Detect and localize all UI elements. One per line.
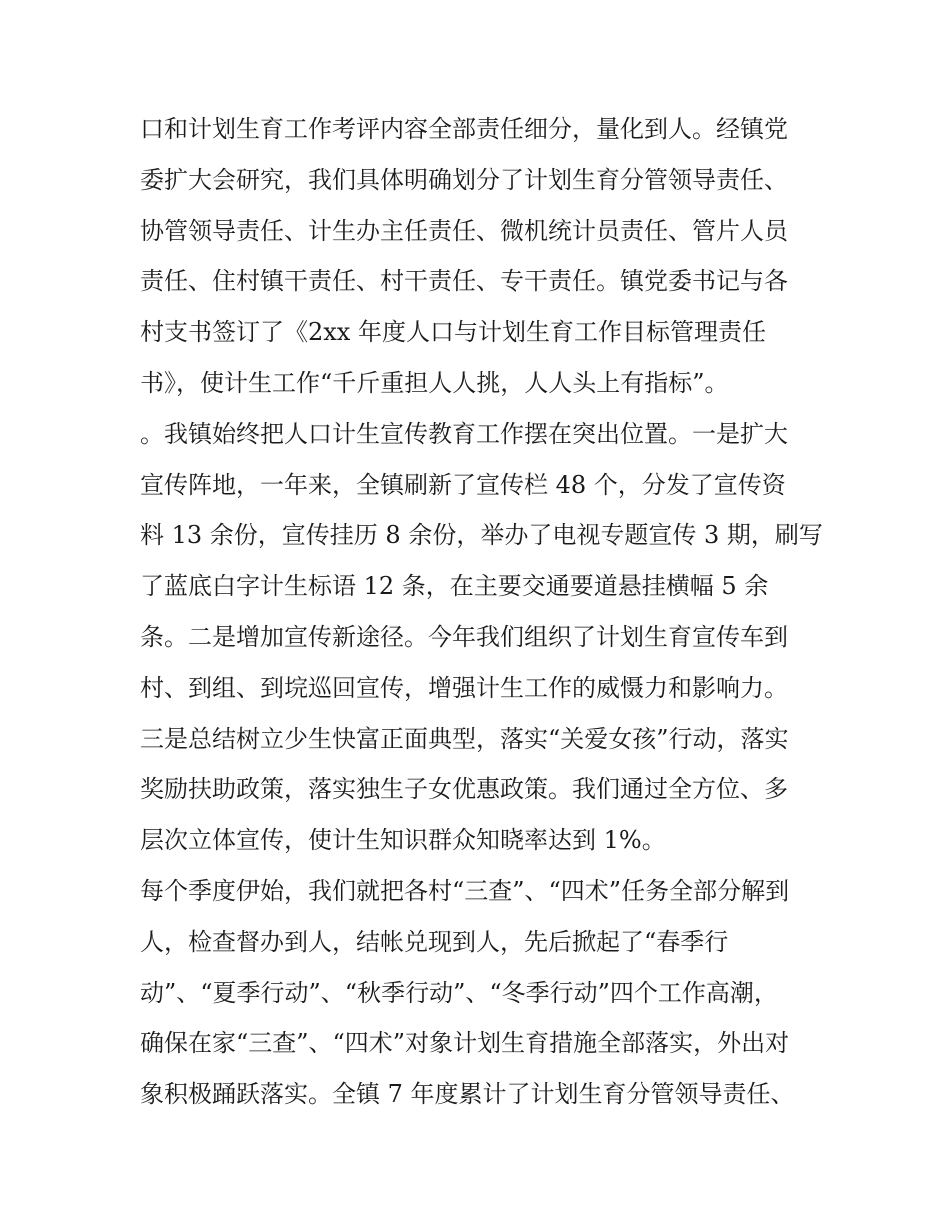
text-line: 象积极踊跃落实。全镇 7 年度累计了计划生育分管领导责任、 [140,1080,795,1109]
text-line: 动”、“夏季行动”、“秋季行动”、“冬季行动”四个工作高潮， [140,978,778,1007]
text-line: 条。二是增加宣传新途径。今年我们组织了计划生育宣传车到 [140,622,788,651]
text-line: 人，检查督办到人，结帐兑现到人，先后掀起了“春季行 [140,927,729,956]
text-line: 奖励扶助政策，落实独生子女优惠政策。我们通过全方位、多 [140,775,788,804]
text-line: 。我镇始终把人口计生宣传教育工作摆在突出位置。一是扩大 [140,419,788,448]
body-text [140,104,830,1120]
text-line: 责任、住村镇干责任、村干责任、专干责任。镇党委书记与各 [140,267,788,296]
text-line: 料 13 余份，宣传挂历 8 余份，举办了电视专题宣传 3 期，刷写 [140,521,823,550]
text-line: 了蓝底白字计生标语 12 条，在主要交通要道悬挂横幅 5 余 [140,572,769,601]
text-line: 村支书签订了《2xx 年度人口与计划生育工作目标管理责任 [140,318,766,347]
text-line: 口和计划生育工作考评内容全部责任细分，量化到人。经镇党 [140,115,788,143]
text-line: 确保在家“三查”、“四术”对象计划生育措施全部落实，外出对 [140,1029,790,1058]
text-line: 书》，使计生工作“千斤重担人人挑，人人头上有指标”。 [140,368,729,397]
text-line: 宣传阵地，一年来，全镇刷新了宣传栏 48 个，分发了宣传资 [140,470,786,499]
text-line: 每个季度伊始，我们就把各村“三查”、“四术”任务全部分解到 [140,876,790,905]
text-line: 三是总结树立少生快富正面典型，落实“关爱女孩”行动，落实 [140,724,789,753]
text-line: 层次立体宣传，使计生知识群众知晓率达到 1%。 [140,826,666,855]
text-line: 村、到组、到垸巡回宣传，增强计生工作的威慑力和影响力。 [140,673,788,702]
text-line: 协管领导责任、计生办主任责任、微机统计员责任、管片人员 [140,216,788,245]
text-line: 委扩大会研究，我们具体明确划分了计划生育分管领导责任、 [140,165,788,194]
